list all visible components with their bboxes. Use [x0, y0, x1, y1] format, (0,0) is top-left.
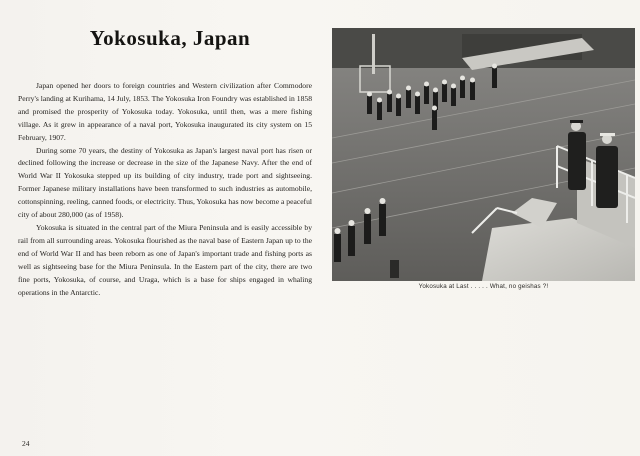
article-paragraph-3: Yokosuka is situated in the central part of the Miura Peninsula and is easily accessible by rail from all surrounding areas. Yokosuka flourished as the naval base of Eastern Japan up to the end of World War II and has been reborn as one of Japan's important trade and fishing ports as well as sightseeing base for the Miura Peninsula. In the Eastern part of the city, there are two fine ports, Yokosuka, of course, and Uraga, which is a base for ships engaged in whaling operations in the Antarctic.: [18, 222, 312, 297]
article-paragraph-1: Japan opened her doors to foreign countries and Western civilization after Commodore Perry's landing at Kurihama, 14 July, 1853. The Yokosuka Iron Foundry was established in 1858 and promised the prosperity of Yokosuka today. Yokosuka, until then, was a mere fishing village. As it grew in appearance of a naval port, Yokosuka inaugurated its city system on 15 February, 1907.: [18, 81, 312, 142]
pier-photo-illustration: [332, 28, 635, 281]
pier-photograph: [332, 28, 635, 281]
page-title: Yokosuka, Japan: [89, 26, 251, 50]
article-paragraph-2: During some 70 years, the destiny of Yokosuka as Japan's largest naval port has risen or declined following the increase or decrease in the size of the Japanese Navy. After the end of World War II Yokosuka stepped up its building of city industry, trade port and sightseeing. Former Japanese military installations have been transformed to such industries as automobile, cottonspinning, reeling, canned foods, or electricity. Thus, Yokosuka has now become a peaceful city of about 280,000 (as of 1958).: [18, 145, 312, 220]
photo-caption: Yokosuka at Last . . . . . What, no geishas ?!: [418, 283, 549, 290]
pier-post: [372, 34, 375, 74]
article-body: [18, 80, 312, 299]
page-number: 24: [22, 439, 30, 448]
